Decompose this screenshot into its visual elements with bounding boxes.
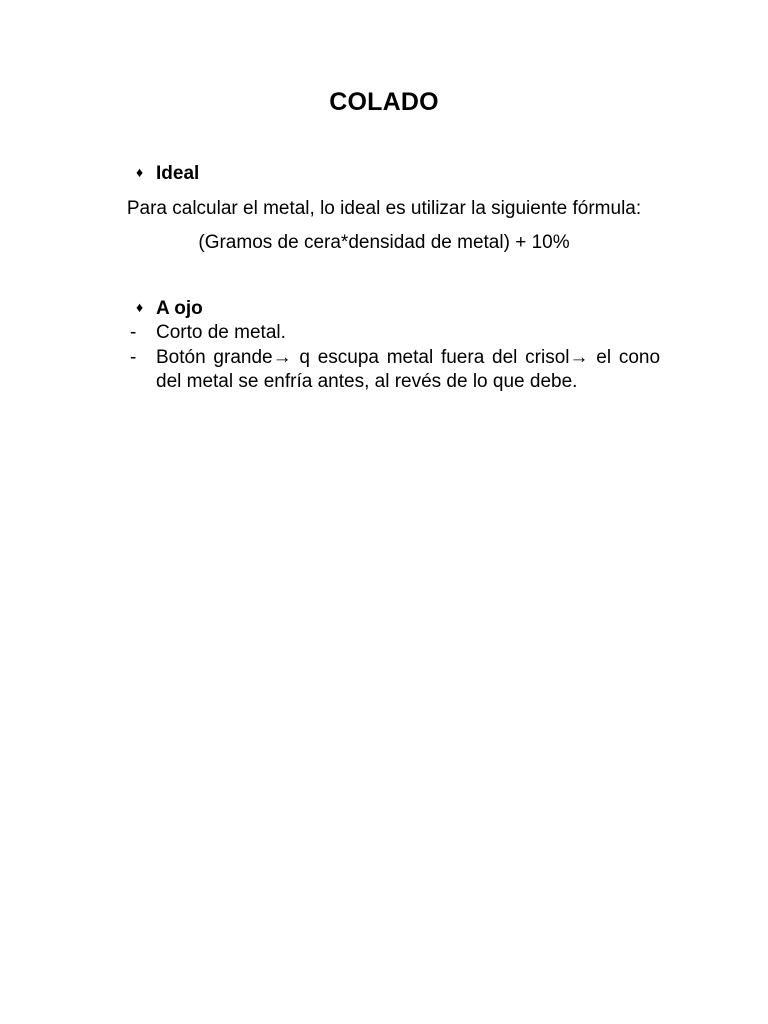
list-item-text-part: q escupa metal fuera del crisol bbox=[291, 346, 570, 368]
section-heading-a-ojo bbox=[136, 297, 203, 321]
list-item bbox=[130, 346, 660, 395]
right-arrow-icon: → bbox=[272, 346, 292, 368]
diamond-bullet-icon: ♦ bbox=[136, 164, 144, 180]
page-title: COLADO bbox=[329, 88, 439, 116]
dash-marker: - bbox=[130, 322, 137, 343]
section-heading-ideal bbox=[136, 162, 199, 186]
list-item-text-part: el cono del metal se enfría antes, al revés de lo que debe. bbox=[156, 346, 661, 392]
dash-marker: - bbox=[130, 346, 137, 368]
list-item bbox=[130, 321, 660, 346]
section-heading-label: A ojo bbox=[156, 298, 203, 319]
diamond-bullet-icon: ♦ bbox=[136, 299, 144, 315]
list-item-text: Corto de metal. bbox=[156, 322, 286, 343]
list-item-text-part: Botón grande bbox=[156, 346, 273, 368]
formula-text: (Gramos de cera*densidad de metal) + 10% bbox=[198, 232, 570, 253]
right-arrow-icon: → bbox=[569, 346, 589, 368]
a-ojo-list bbox=[130, 321, 660, 395]
formula-intro-text: Para calcular el metal, lo ideal es utilizar la siguiente fórmula: bbox=[126, 198, 642, 219]
section-heading-label: Ideal bbox=[156, 163, 200, 184]
